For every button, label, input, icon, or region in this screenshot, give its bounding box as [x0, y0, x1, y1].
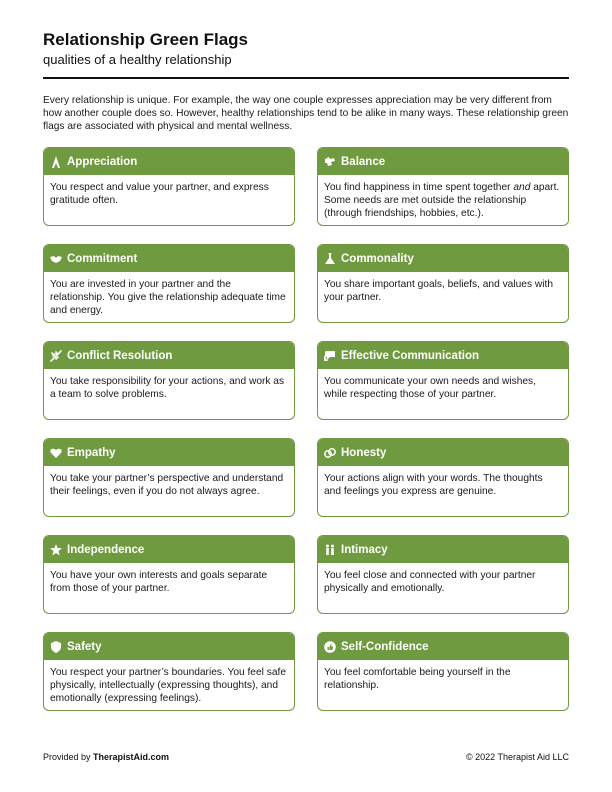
couple-icon [322, 542, 338, 558]
title-divider [43, 77, 569, 79]
card-effective-communication [317, 341, 569, 420]
card-header [318, 536, 568, 563]
card-text: You take responsibility for your actions, and work as a team to solve problems. [50, 376, 285, 400]
card-header [44, 245, 294, 272]
card-text: You have your own interests and goals separate from those of your partner. [50, 570, 268, 594]
card-title: Appreciation [67, 155, 138, 168]
card-appreciation [43, 147, 295, 226]
card-text: Your actions align with your words. The thoughts and feelings you express are genuine. [324, 473, 543, 497]
footer-provided-by [43, 752, 169, 762]
card-safety [43, 632, 295, 711]
card-header [44, 633, 294, 660]
intro-paragraph: Every relationship is unique. For example, the way one couple expresses appreciation may be very different from how another couple does so. However, healthy relationships tend to be alike in many ways. These relationship green flags are associated with physical and mental wellness. [43, 95, 569, 132]
card-text: You are invested in your partner and the relationship. You give the relationship adequate time and energy. [50, 279, 286, 316]
card-commonality [317, 244, 569, 323]
card-balance [317, 147, 569, 226]
card-title: Conflict Resolution [67, 349, 173, 362]
balance-icon [322, 154, 338, 170]
card-intimacy [317, 535, 569, 614]
card-title: Balance [341, 155, 386, 168]
card-title: Honesty [341, 446, 387, 459]
card-text: You feel comfortable being yourself in the relationship. [324, 667, 511, 691]
card-text: You feel close and connected with your partner physically and emotionally. [324, 570, 536, 594]
card-title: Self-Confidence [341, 640, 429, 653]
card-header [318, 439, 568, 466]
footer-copyright: © 2022 Therapist Aid LLC [465, 752, 569, 762]
star-icon [48, 542, 64, 558]
card-empathy [43, 438, 295, 517]
rings-icon [322, 445, 338, 461]
card-text: You share important goals, beliefs, and values with your partner. [324, 279, 553, 303]
card-text-post: apart. Some needs are met outside the relationship (through friendships, hobbies, etc.). [324, 182, 560, 219]
card-conflict-resolution [43, 341, 295, 420]
card-header [318, 342, 568, 369]
card-text-emphasis: and [513, 182, 531, 193]
thumbs-up-icon [322, 639, 338, 655]
heart-icon [48, 445, 64, 461]
card-honesty [317, 438, 569, 517]
page-title: Relationship Green Flags [43, 30, 248, 49]
card-self-confidence [317, 632, 569, 711]
brand-link[interactable]: TherapistAid.com [93, 752, 170, 762]
olive-branch-icon [48, 348, 64, 364]
card-header [44, 148, 294, 175]
award-icon [48, 154, 64, 170]
card-header [318, 245, 568, 272]
card-title: Independence [67, 543, 145, 556]
card-text: You communicate your own needs and wishes, while respecting those of your partner. [324, 376, 536, 400]
card-title: Intimacy [341, 543, 388, 556]
card-text: You respect and value your partner, and express gratitude often. [50, 182, 269, 206]
page-subtitle: qualities of a healthy relationship [43, 52, 232, 67]
card-header [44, 536, 294, 563]
shield-icon [48, 639, 64, 655]
card-independence [43, 535, 295, 614]
card-text: You take your partner’s perspective and understand their feelings, even if you do not always agree. [50, 473, 284, 497]
card-title: Commitment [67, 252, 138, 265]
card-header [318, 148, 568, 175]
flask-icon [322, 251, 338, 267]
card-title: Empathy [67, 446, 116, 459]
card-commitment [43, 244, 295, 323]
handshake-icon [48, 251, 64, 267]
card-title: Commonality [341, 252, 414, 265]
card-title: Safety [67, 640, 102, 653]
card-header [44, 342, 294, 369]
card-title: Effective Communication [341, 349, 480, 362]
card-text-pre: You find happiness in time spent together [324, 182, 514, 193]
speech-icon [322, 348, 338, 364]
card-text [318, 175, 568, 220]
card-text: You respect your partner’s boundaries. You feel safe physically, intellectually (expressing thoughts), and emotionally (expressing feelings). [50, 667, 286, 704]
card-header [318, 633, 568, 660]
provided-by-label: Provided by [43, 752, 91, 762]
card-header [44, 439, 294, 466]
